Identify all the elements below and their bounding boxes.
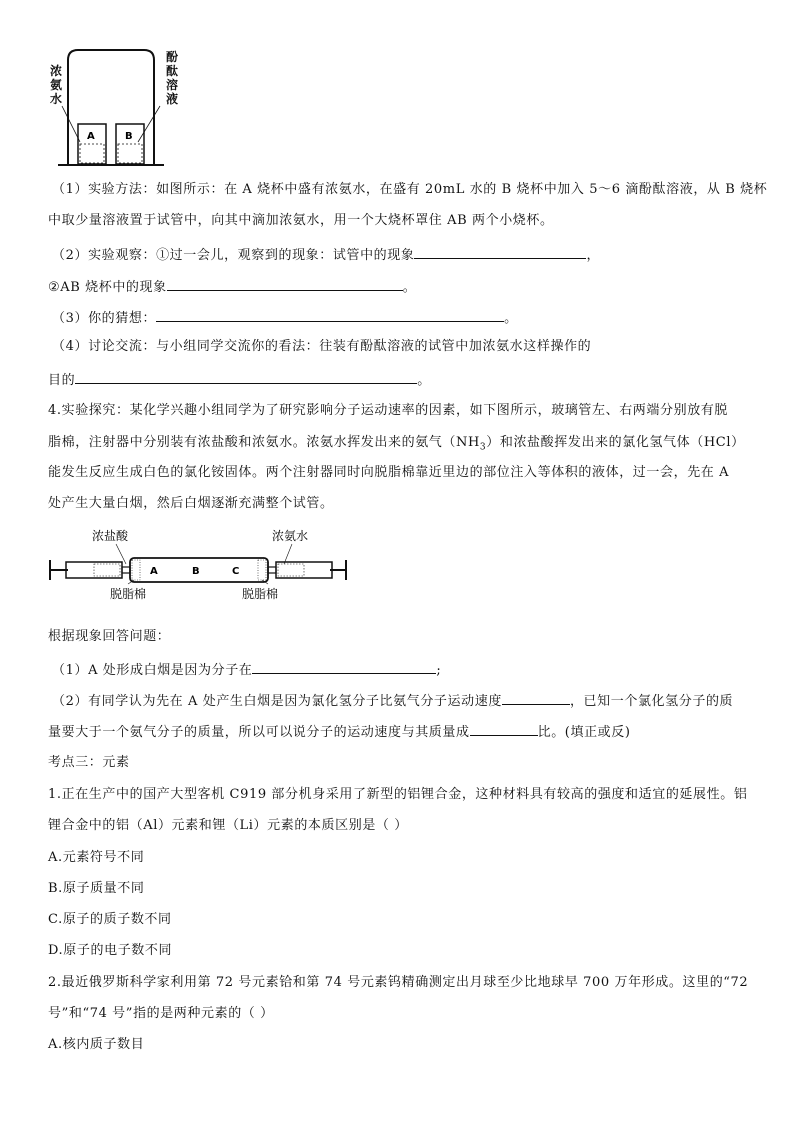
- q3-observe-line2: ②AB 烧杯中的现象 。: [48, 277, 416, 297]
- beaker-b-label: B: [125, 131, 133, 142]
- answer-blank-motion[interactable]: [252, 660, 436, 674]
- answer-blank-guess[interactable]: [156, 308, 504, 322]
- answer-blank-purpose[interactable]: [75, 370, 417, 384]
- q3-method-line2: 中取少量溶液置于试管中，向其中滴加浓氨水，用一个大烧杯罩住 AB 两个小烧杯。: [48, 213, 554, 228]
- q4-ask: 根据现象回答问题：: [48, 629, 171, 644]
- answer-blank-ratio[interactable]: [470, 722, 538, 736]
- left-cotton: [132, 560, 140, 580]
- q3-discuss-line1: （4）讨论交流：与小组同学交流你的看法：往装有酚酞溶液的试管中加浓氨水这样操作的: [52, 339, 592, 354]
- tube-label-c: C: [232, 566, 240, 577]
- bell-jar-outline: [68, 50, 154, 164]
- kd3-q1-option-a[interactable]: A.元素符号不同: [48, 850, 145, 865]
- label-cotton-right: 脱脂棉: [242, 587, 279, 601]
- q4-intro-line3: 能发生反应生成白色的氯化铵固体。两个注射器同时向脱脂棉靠近里边的部位注入等体积的液体，过一会，先在 A: [48, 465, 730, 480]
- section-title: 考点三：元素: [48, 755, 130, 770]
- q3-method-line1: （1）实验方法：如图所示：在 A 烧杯中盛有浓氨水，在盛有 20mL 水的 B 烧杯中加入 5～6 滴酚酞溶液，从 B 烧杯: [52, 182, 768, 197]
- kd3-q2-option-a[interactable]: A.核内质子数目: [48, 1037, 145, 1052]
- kd3-q2-line2: 号”和“74 号”指的是两种元素的（ ）: [48, 1006, 274, 1021]
- label-ammonia-vertical: 浓氨水: [50, 64, 63, 106]
- answer-blank-speed[interactable]: [502, 691, 570, 705]
- tube-label-b: B: [192, 566, 200, 577]
- q3-observe-line1: （2）实验观察：①过一会儿，观察到的现象：试管中的现象 ，: [52, 245, 600, 265]
- q4-intro-line1: 4.实验探究：某化学兴趣小组同学为了研究影响分子运动速率的因素，如下图所示，玻璃管左、右两端分别放有脱: [48, 403, 729, 418]
- kd3-q1-option-c[interactable]: C.原子的质子数不同: [48, 912, 172, 927]
- label-cotton-left: 脱脂棉: [110, 587, 147, 601]
- glass-tube-figure: [46, 524, 350, 604]
- label-nh3: 浓氨水: [272, 529, 309, 543]
- q4-intro-line2: 脂棉，注射器中分别装有浓盐酸和浓氨水。浓氨水挥发出来的氨气$(NH_3)$和浓盐酸挥发出来的氯化氢气体（HCl）: [48, 435, 745, 453]
- q3-guess-line: （3）你的猜想： 。: [52, 308, 518, 328]
- kd3-q1-line2: 锂合金中的铝（Al）元素和锂（Li）元素的本质区别是（ ）: [48, 818, 408, 833]
- tube-label-a: A: [150, 566, 158, 577]
- q4-sub2-line1: （2）有同学认为先在 A 处产生白烟是因为氯化氢分子比氨气分子运动速度 ，已知一个氯化氢分子的质: [52, 691, 733, 711]
- bell-jar-figure: [48, 46, 178, 170]
- kd3-q1-option-b[interactable]: B.原子质量不同: [48, 881, 145, 896]
- beaker-a-label: A: [87, 131, 95, 142]
- right-syringe-barrel: [276, 562, 332, 578]
- answer-blank-beaker[interactable]: [167, 277, 403, 291]
- kd3-q2-line1: 2.最近俄罗斯科学家利用第 72 号元素铪和第 74 号元素钨精确测定出月球至少比地球早 700 万年形成。这里的“72: [48, 975, 749, 990]
- answer-blank-tube[interactable]: [414, 245, 586, 259]
- kd3-q1-option-d[interactable]: D.原子的电子数不同: [48, 943, 173, 958]
- label-hcl: 浓盐酸: [92, 529, 129, 543]
- right-cotton: [258, 560, 266, 580]
- q4-intro-line4: 处产生大量白烟，然后白烟逐渐充满整个试管。: [48, 496, 334, 511]
- q4-sub1: （1）A 处形成白烟是因为分子在 ;: [52, 660, 441, 680]
- beaker-a-liquid: [80, 144, 104, 163]
- kd3-q1-line1: 1.正在生产中的国产大型客机 C919 部分机身采用了新型的铝锂合金，这种材料具有较高的强度和适宜的延展性。铝: [48, 787, 748, 802]
- beaker-b-liquid: [118, 144, 142, 163]
- label-phenolphthalein-vertical: 酚酞溶液: [166, 50, 179, 106]
- q3-discuss-line2: 目的 。: [48, 370, 431, 390]
- q4-sub2-line2: 量要大于一个氨气分子的质量，所以可以说分子的运动速度与其质量成 比。(填正或反): [48, 722, 631, 742]
